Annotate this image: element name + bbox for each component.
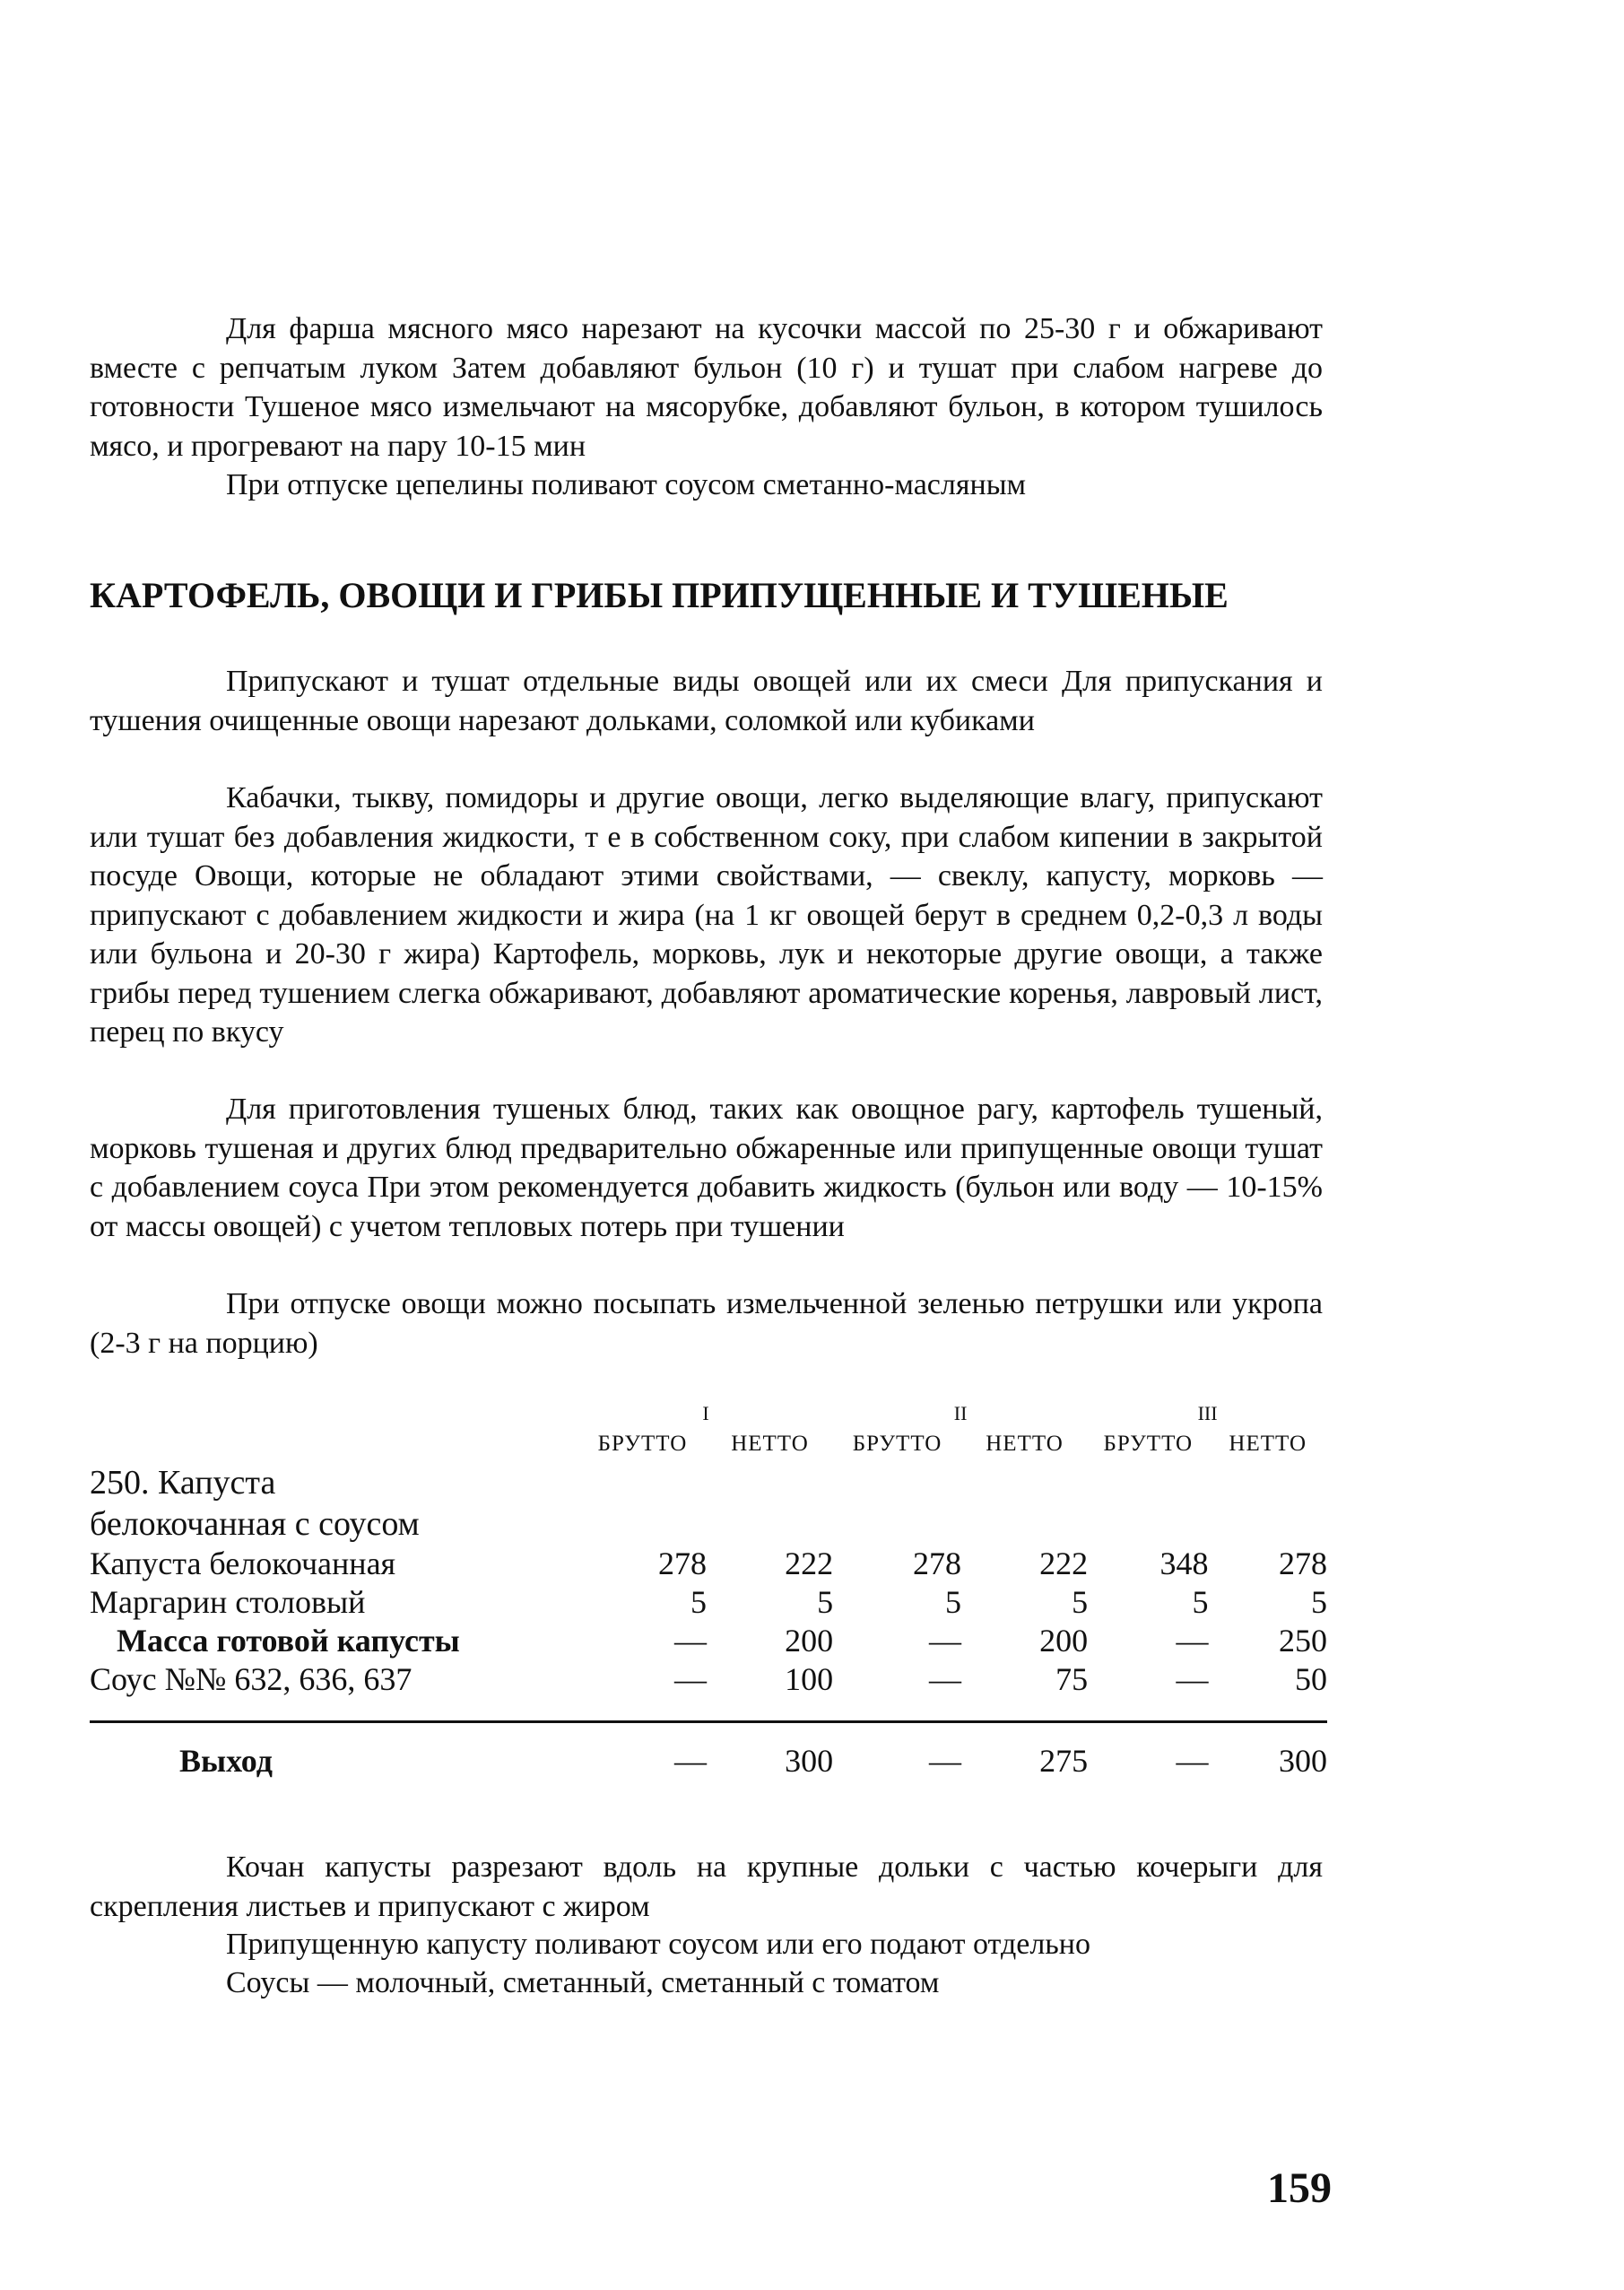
ingredient-name: Капуста белокочанная bbox=[90, 1546, 396, 1581]
cell-value: 200 bbox=[1039, 1623, 1089, 1659]
section-heading: КАРТОФЕЛЬ, ОВОЩИ И ГРИБЫ ПРИПУЩЕННЫЕ И ТУШЕНЫЕ bbox=[90, 575, 1229, 615]
cell-value: 300 bbox=[785, 1743, 834, 1779]
cell-value: 5 bbox=[1311, 1584, 1327, 1620]
group-header: I bbox=[702, 1402, 709, 1424]
table-row bbox=[90, 1660, 1327, 1699]
section-paragraph-4: При отпуске овощи можно посыпать измельченной зеленью петрушки или укропа (2-3 г на порцию) bbox=[90, 1287, 1323, 1360]
cell-value: 75 bbox=[1055, 1661, 1089, 1697]
section-paragraph-2: Кабачки, тыкву, помидоры и другие овощи, легко выделяющие влагу, припускают или тушат без добавления жидкости, т е в собственном соку, при слабом кипении в закрытой посуде Овощи, которые не обладают этими свойствами, — свеклу, капусту, морковь — припускают с добавлением жидкости и жира (на 1 кг овощей берут в среднем 0,2-0,3 л воды или бульона и 20-30 г жира) Картофель, морковь, лук и некоторые другие овощи, а также грибы перед тушением слегка обжаривают, добавляют ароматические коренья, лавровый лист, перец по вкусу bbox=[90, 781, 1323, 1049]
cell-value: — bbox=[673, 1623, 707, 1659]
cell-value: 50 bbox=[1295, 1661, 1327, 1697]
cell-value: — bbox=[929, 1743, 961, 1779]
brutto-header: БРУТТО bbox=[852, 1432, 942, 1456]
cell-value: 5 bbox=[690, 1584, 707, 1620]
netto-header: НЕТТО bbox=[731, 1432, 809, 1456]
cell-value: 250 bbox=[1279, 1623, 1327, 1659]
after-paragraph-3: Соусы — молочный, сметанный, сметанный с томатом bbox=[226, 1966, 940, 1999]
cell-value: 278 bbox=[1279, 1546, 1327, 1581]
table-row bbox=[90, 1622, 1327, 1660]
cell-value: 5 bbox=[1192, 1584, 1209, 1620]
cell-value: — bbox=[929, 1623, 961, 1659]
netto-header: НЕТТО bbox=[986, 1432, 1064, 1456]
cell-value: 278 bbox=[913, 1546, 961, 1581]
cell-value: — bbox=[1176, 1623, 1209, 1659]
after-paragraph-2: Припущенную капусту поливают соусом или его подают отдельно bbox=[226, 1928, 1091, 1961]
recipe-title-line-1: 250. Капуста bbox=[90, 1464, 276, 1502]
section-paragraph-1: Припускают и тушат отдельные виды овощей или их смеси Для припускания и тушения очищенные овощи нарезают дольками, соломкой или кубиками bbox=[90, 665, 1323, 737]
group-header: III bbox=[1197, 1402, 1218, 1424]
output-label: Выход bbox=[179, 1743, 273, 1779]
ingredient-name: Соус №№ 632, 636, 637 bbox=[90, 1661, 413, 1697]
cell-value: 100 bbox=[785, 1661, 834, 1697]
cell-value: — bbox=[1176, 1743, 1209, 1779]
cell-value: 300 bbox=[1279, 1743, 1327, 1779]
after-paragraph-1: Кочан капусты разрезают вдоль на крупные дольки с частью кочерыги для скрепления листьев и припускают с жиром bbox=[90, 1850, 1323, 1923]
page-number: 159 bbox=[1267, 2164, 1332, 2212]
cell-value: 5 bbox=[1072, 1584, 1089, 1620]
column-header-row bbox=[90, 1426, 1327, 1462]
recipe-title-row bbox=[90, 1462, 1327, 1503]
intro-paragraph-1: Для фарша мясного мясо нарезают на кусочки массой по 25-30 г и обжаривают вместе с репчатым луком Затем добавляют бульон (10 г) и тушат при слабом нагреве до готовности Тушеное мясо измельчают на мясорубке, добавляют бульон, в котором тушилось мясо, и прогревают на пару 10-15 мин bbox=[90, 312, 1323, 463]
intro-paragraph-2: При отпуске цепелины поливают соусом сметанно-масляным bbox=[226, 468, 1027, 501]
netto-header: НЕТТО bbox=[1229, 1432, 1307, 1456]
cell-value: — bbox=[929, 1661, 961, 1697]
group-header: II bbox=[953, 1402, 968, 1424]
cell-value: 222 bbox=[785, 1546, 834, 1581]
ingredient-name: Маргарин столовый bbox=[90, 1584, 366, 1620]
cell-value: 278 bbox=[657, 1546, 707, 1581]
cell-value: 275 bbox=[1039, 1743, 1089, 1779]
output-row bbox=[90, 1739, 1327, 1782]
recipe-table bbox=[90, 1401, 1327, 1782]
table-row bbox=[90, 1545, 1327, 1583]
cell-value: — bbox=[673, 1743, 707, 1779]
recipe-title-line-2: белокочанная с соусом bbox=[90, 1505, 420, 1543]
cell-value: — bbox=[673, 1661, 707, 1697]
ingredient-name: Масса готовой капусты bbox=[117, 1623, 460, 1659]
table-divider bbox=[90, 1699, 1327, 1722]
cell-value: — bbox=[1176, 1661, 1209, 1697]
brutto-header: БРУТТО bbox=[597, 1432, 688, 1456]
cell-value: 200 bbox=[785, 1623, 834, 1659]
cell-value: 5 bbox=[817, 1584, 834, 1620]
cell-value: 5 bbox=[945, 1584, 961, 1620]
group-header-row bbox=[90, 1401, 1327, 1426]
brutto-header: БРУТТО bbox=[1103, 1432, 1194, 1456]
recipe-title-row bbox=[90, 1503, 1327, 1545]
table-row bbox=[90, 1583, 1327, 1622]
cell-value: 348 bbox=[1159, 1546, 1209, 1581]
section-paragraph-3: Для приготовления тушеных блюд, таких как овощное рагу, картофель тушеный, морковь тушеная и других блюд предварительно обжаренные или припущенные овощи тушат с добавлением соуса При этом рекомендуется добавить жидкость (бульон или воду — 10-15% от массы овощей) с учетом тепловых потерь при тушении bbox=[90, 1093, 1323, 1243]
cell-value: 222 bbox=[1039, 1546, 1089, 1581]
